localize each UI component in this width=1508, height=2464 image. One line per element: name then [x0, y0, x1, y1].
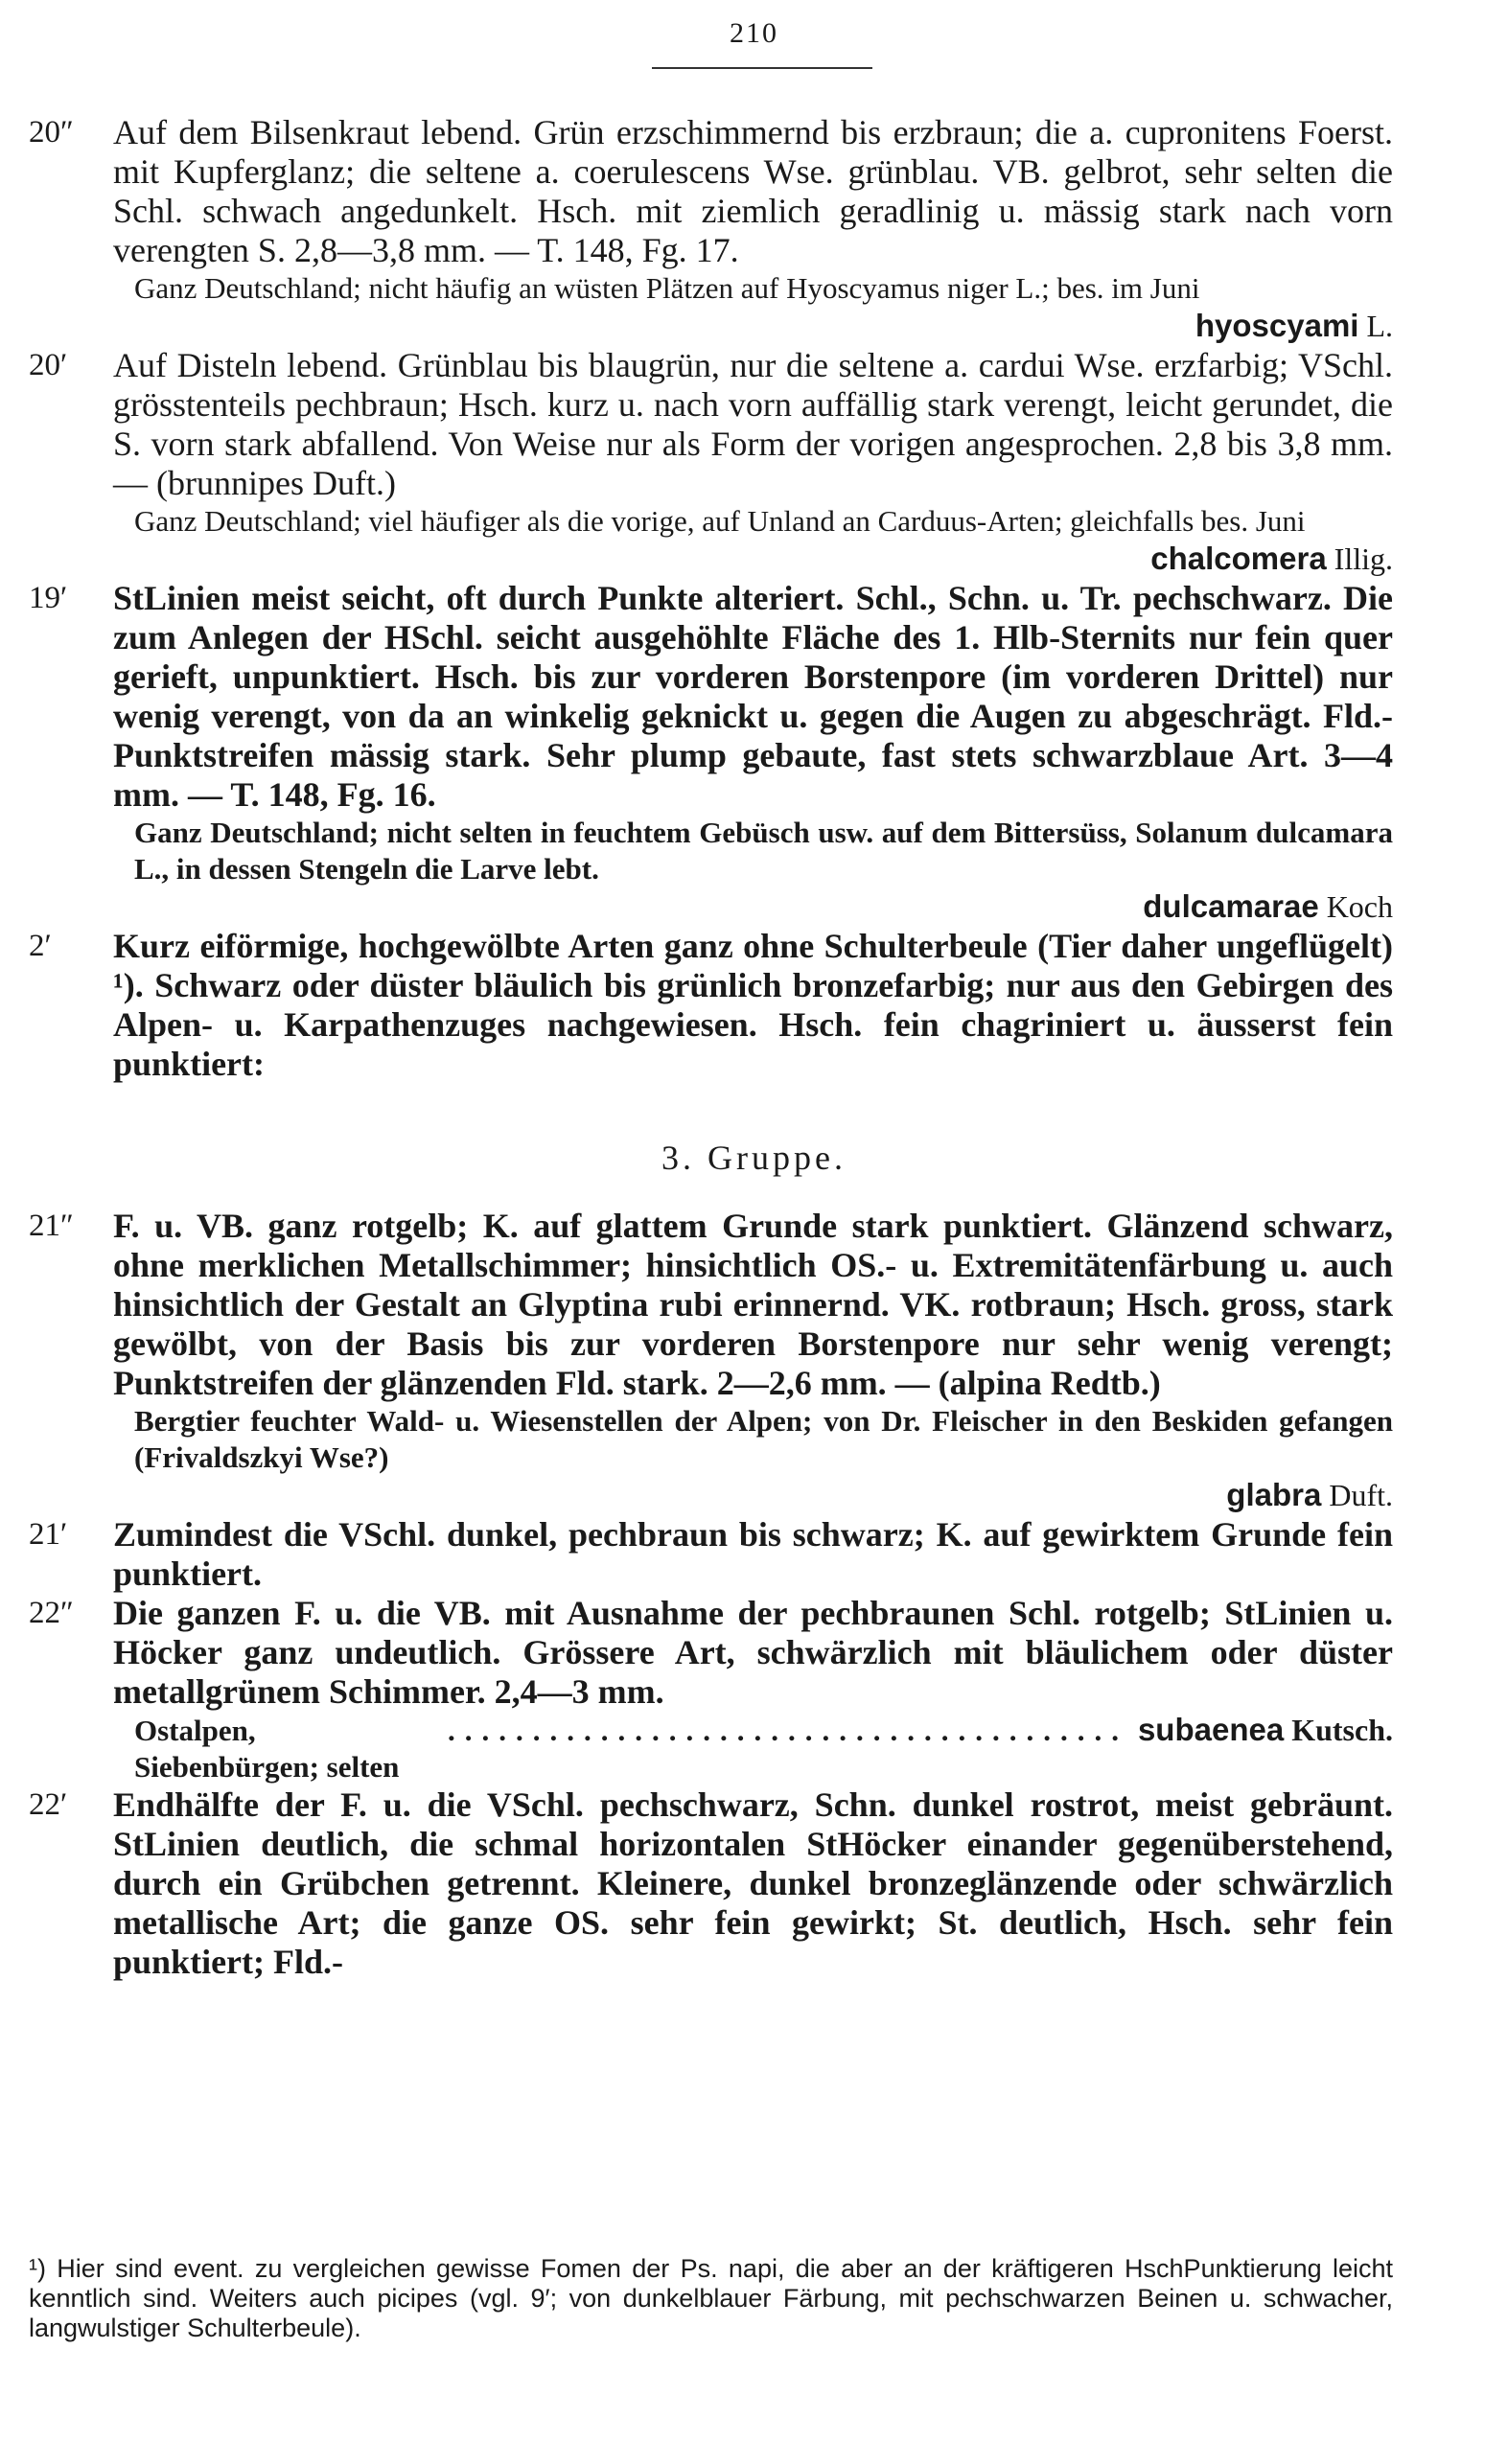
couplet-description: StLinien meist seicht, oft durch Punkte alteriert. Schl., Schn. u. Tr. pechschwarz. Die zum Anlegen der HSchl. seicht ausgehöhlte Fläche des 1. Hlb-Sternits nur fein quer gerieft, unpunktiert. Hsch. bis zur vorderen Borstenpore (im vorderen Drittel) nur wenig verengt, von da an winkelig geknickt u. gegen die Augen zu abgeschrägt. Fld.-Punktstreifen mässig stark. Sehr plump gebaute, fast stets schwarzblaue Art. 3—4 mm. — T. 148, Fg. 16.: [113, 579, 1393, 814]
footnote: ¹) Hier sind event. zu vergleichen gewisse Fomen der Ps. napi, die aber an der kräftigeren HschPunktierung leicht kenntlich sind. Weiters auch picipes (vgl. 9′; von dunkelblauer Färbung, mit pechschwarzen Beinen u. schwacher, langwulstiger Schulterbeule).: [29, 2254, 1393, 2342]
species-author: Duft.: [1329, 1478, 1393, 1512]
couplet-description: Endhälfte der F. u. die VSchl. pechschwarz, Schn. dunkel rostrot, meist gebräunt. StLinien deutlich, die schmal horizontalen StHöcker einander gegenüberstehend, durch ein Grübchen getrennt. Kleinere, dunkel bronzeglänzende oder schwärzlich metallische Art; die ganze OS. sehr fein gewirkt; St. deutlich, Hsch. sehr fein punktiert; Fld.-: [113, 1785, 1393, 1981]
key-couplet: [0, 346, 1508, 579]
key-couplet: [0, 1785, 1508, 1982]
locality-text: Ostalpen, Siebenbürgen; selten: [134, 1714, 400, 1784]
couplet-number: 22″: [29, 1596, 74, 1630]
species-author: Illig.: [1334, 541, 1393, 576]
couplet-locality: [113, 1403, 1393, 1476]
species-author: Kutsch.: [1291, 1713, 1393, 1747]
species-name: subaenea: [1137, 1712, 1285, 1747]
couplet-number: 20′: [29, 348, 68, 382]
key-couplet: [0, 1594, 1508, 1785]
page-number-rule: [652, 67, 872, 69]
couplet-description: Auf Disteln lebend. Grünblau bis blaugrün, nur die seltene a. cardui Wse. erzfarbig; VSchl. grösstenteils pechbraun; Hsch. kurz u. nach vorn auffällig stark verengt, leicht gerundet, die S. vorn stark abfallend. Von Weise nur als Form der vorigen angesprochen. 2,8 bis 3,8 mm. — (brunnipes Duft.): [113, 346, 1393, 502]
key-couplet: [0, 1207, 1508, 1515]
locality-text: Ganz Deutschland; nicht selten in feuchtem Gebüsch usw. auf dem Bittersüss, Solanum dulcamara L., in dessen Stengeln die Larve lebt.: [134, 816, 1393, 886]
species-name: dulcamarae: [1143, 888, 1319, 924]
page-number: 210: [730, 17, 778, 49]
couplet-description: Die ganzen F. u. die VB. mit Ausnahme der pechbraunen Schl. rotgelb; StLinien u. Höcker ganz undeutlich. Grössere Art, schwärzlich mit bläulichem oder düster metallgrünem Schimmer. 2,4—3 mm.: [113, 1594, 1393, 1711]
couplet-locality: [113, 503, 1393, 540]
key-couplet: [0, 579, 1508, 927]
locality-text: Bergtier feuchter Wald- u. Wiesenstellen der Alpen; von Dr. Fleischer in den Beskiden gefangen (Frivaldszkyi Wse?): [134, 1404, 1393, 1474]
couplet-description: Kurz eiförmige, hochgewölbte Arten ganz ohne Schulterbeule (Tier daher ungeflügelt) ¹). Schwarz oder düster bläulich bis grünlich bronzefarbig; nur aus den Gebirgen des Alpen- u. Karpathenzuges nachgewiesen. Hsch. fein chagriniert u. äusserst fein punktiert:: [113, 927, 1393, 1083]
species-label-line: [113, 307, 1393, 346]
species-name: chalcomera: [1150, 541, 1327, 576]
couplet-description: Zumindest die VSchl. dunkel, pechbraun bis schwarz; K. auf gewirktem Grunde fein punktiert.: [113, 1515, 1393, 1593]
couplet-number: 2′: [29, 929, 52, 963]
couplet-number: 22′: [29, 1787, 68, 1822]
page-content: [0, 113, 1508, 1982]
species-label-line: [113, 540, 1393, 579]
locality-text: Ganz Deutschland; nicht häufig an wüsten Plätzen auf Hyoscyamus niger L.; bes. im Juni: [134, 271, 1200, 305]
key-couplet: [0, 1515, 1508, 1594]
species-name: hyoscyami: [1195, 308, 1359, 343]
couplet-description: F. u. VB. ganz rotgelb; K. auf glattem Grunde stark punktiert. Glänzend schwarz, ohne merklichen Metallschimmer; hinsichtlich OS.- u. Extremitätenfärbung u. auch hinsichtlich der Gestalt an Glyptina rubi erinnernd. VK. rotbraun; Hsch. gross, stark gewölbt, von der Basis bis zur vorderen Borstenpore nur sehr wenig verengt; Punktstreifen der glänzenden Fld. stark. 2—2,6 mm. — (alpina Redtb.): [113, 1207, 1393, 1402]
species-author: Koch: [1326, 889, 1393, 924]
couplet-number: 21″: [29, 1209, 74, 1243]
species-name: glabra: [1226, 1477, 1322, 1512]
couplet-number: 20″: [29, 115, 74, 150]
species-label-line: [113, 1476, 1393, 1515]
couplet-locality: [113, 1712, 1393, 1785]
leader-dots: ........................................: [447, 1714, 1128, 1747]
couplet-number: 19′: [29, 581, 68, 615]
key-couplet: [0, 927, 1508, 1084]
couplet-description: Auf dem Bilsenkraut lebend. Grün erzschimmernd bis erzbraun; die a. cupronitens Foerst. mit Kupferglanz; die seltene a. coerulescens Wse. grünblau. VB. gelbrot, sehr selten die Schl. schwach angedunkelt. Hsch. mit ziemlich geradlinig u. mässig stark nach vorn verengten S. 2,8—3,8 mm. — T. 148, Fg. 17.: [113, 113, 1393, 269]
couplet-locality: [113, 815, 1393, 887]
group-heading: 3. Gruppe.: [661, 1139, 847, 1177]
key-couplet: [0, 113, 1508, 346]
species-label-line: [113, 887, 1393, 927]
couplet-number: 21′: [29, 1517, 68, 1552]
species-author: L.: [1366, 309, 1393, 343]
locality-text: Ganz Deutschland; viel häufiger als die vorige, auf Unland an Carduus-Arten; gleichfalls bes. Juni: [134, 504, 1306, 538]
couplet-locality: [113, 270, 1393, 307]
